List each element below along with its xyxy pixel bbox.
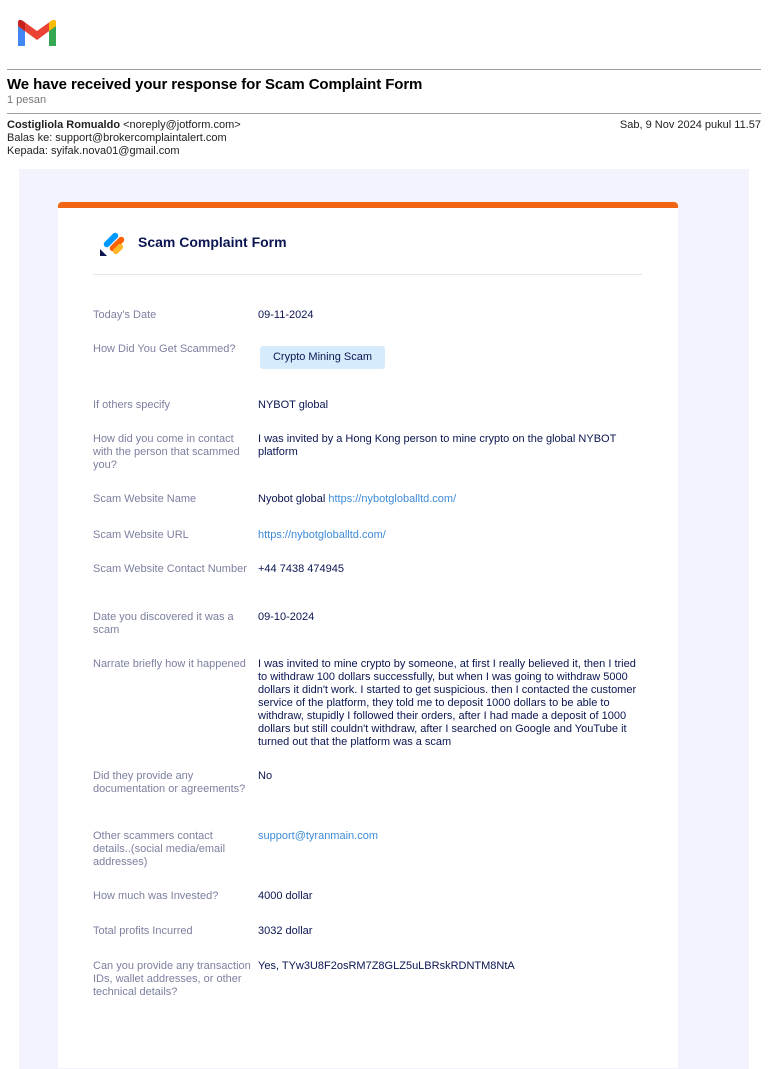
row-value: 09-10-2024 xyxy=(258,611,315,623)
scam-type-chip: Crypto Mining Scam xyxy=(260,346,385,369)
recipient: Kepada: syifak.nova01@gmail.com xyxy=(7,145,180,157)
row-label: Other scammers contact details..(social media/email addresses) xyxy=(93,830,226,868)
row-label: How much was Invested? xyxy=(93,890,219,902)
website-name: Nyobot global xyxy=(258,493,326,505)
row-label: Today's Date xyxy=(93,309,157,321)
row-label: How Did You Get Scammed? xyxy=(93,343,236,355)
row-value: 09-11-2024 xyxy=(258,309,314,321)
email-subject: We have received your response for Scam Complaint Form xyxy=(7,76,423,93)
row-label: How did you come in contact with the person that scammed you? xyxy=(93,433,240,471)
row-label: Scam Website Name xyxy=(93,493,197,505)
row-label: Scam Website Contact Number xyxy=(93,563,247,575)
row-value: No xyxy=(258,770,273,782)
sender-name: Costigliola Romualdo xyxy=(7,119,121,131)
row-value: I was invited by a Hong Kong person to mine crypto on the global NYBOT platform xyxy=(258,433,617,458)
row-label: Total profits Incurred xyxy=(93,925,193,937)
form-title-divider xyxy=(93,274,642,275)
row-value: Yes, TYw3U8F2osRM7Z8GLZ5uLBRskRDNTM8NtA xyxy=(258,960,515,972)
row-label: Scam Website URL xyxy=(93,529,189,541)
contact-email-link[interactable]: support@tyranmain.com xyxy=(258,830,378,842)
reply-to: Balas ke: support@brokercomplaintalert.com xyxy=(7,132,227,144)
row-value: 4000 dollar xyxy=(258,890,313,902)
row-value: +44 7438 474945 xyxy=(258,563,344,575)
jotform-logo-icon xyxy=(98,228,128,258)
row-label: If others specify xyxy=(93,399,171,411)
website-name-link[interactable]: https://nybotgloballtd.com/ xyxy=(328,493,457,505)
row-label: Can you provide any transaction IDs, wallet addresses, or other technical details? xyxy=(93,960,251,998)
website-url-link[interactable]: https://nybotgloballtd.com/ xyxy=(258,529,386,541)
row-value: 3032 dollar xyxy=(258,925,313,937)
row-label: Did they provide any documentation or agreements? xyxy=(93,770,246,795)
row-value xyxy=(258,493,644,506)
subject-divider xyxy=(7,113,761,114)
form-title: Scam Complaint Form xyxy=(138,234,287,250)
message-count: 1 pesan xyxy=(7,94,47,106)
row-label: Date you discovered it was a scam xyxy=(93,611,234,636)
header-divider xyxy=(7,69,761,70)
email-date: Sab, 9 Nov 2024 pukul 11.57 xyxy=(619,119,761,131)
email-meta xyxy=(7,119,241,158)
gmail-logo-icon xyxy=(16,18,58,50)
row-label: Narrate briefly how it happened xyxy=(93,658,246,670)
row-value: I was invited to mine crypto by someone, at first I really believed it, then I tried to withdraw 100 dollars successfully, but when I was going to withdraw 5000 dollars it didn't work. I started to get suspicious. then I contacted the customer service of the platform, they told me to deposit 1000 dollars to be able to withdraw, stupidly I followed their orders, after I had made a deposit of 1000 dollars but still couldn't withdraw, after I searched on Google and YouTube it turned out that the platform was a scam xyxy=(258,658,637,748)
sender-email: <noreply@jotform.com> xyxy=(123,119,241,131)
row-value: NYBOT global xyxy=(258,399,329,411)
